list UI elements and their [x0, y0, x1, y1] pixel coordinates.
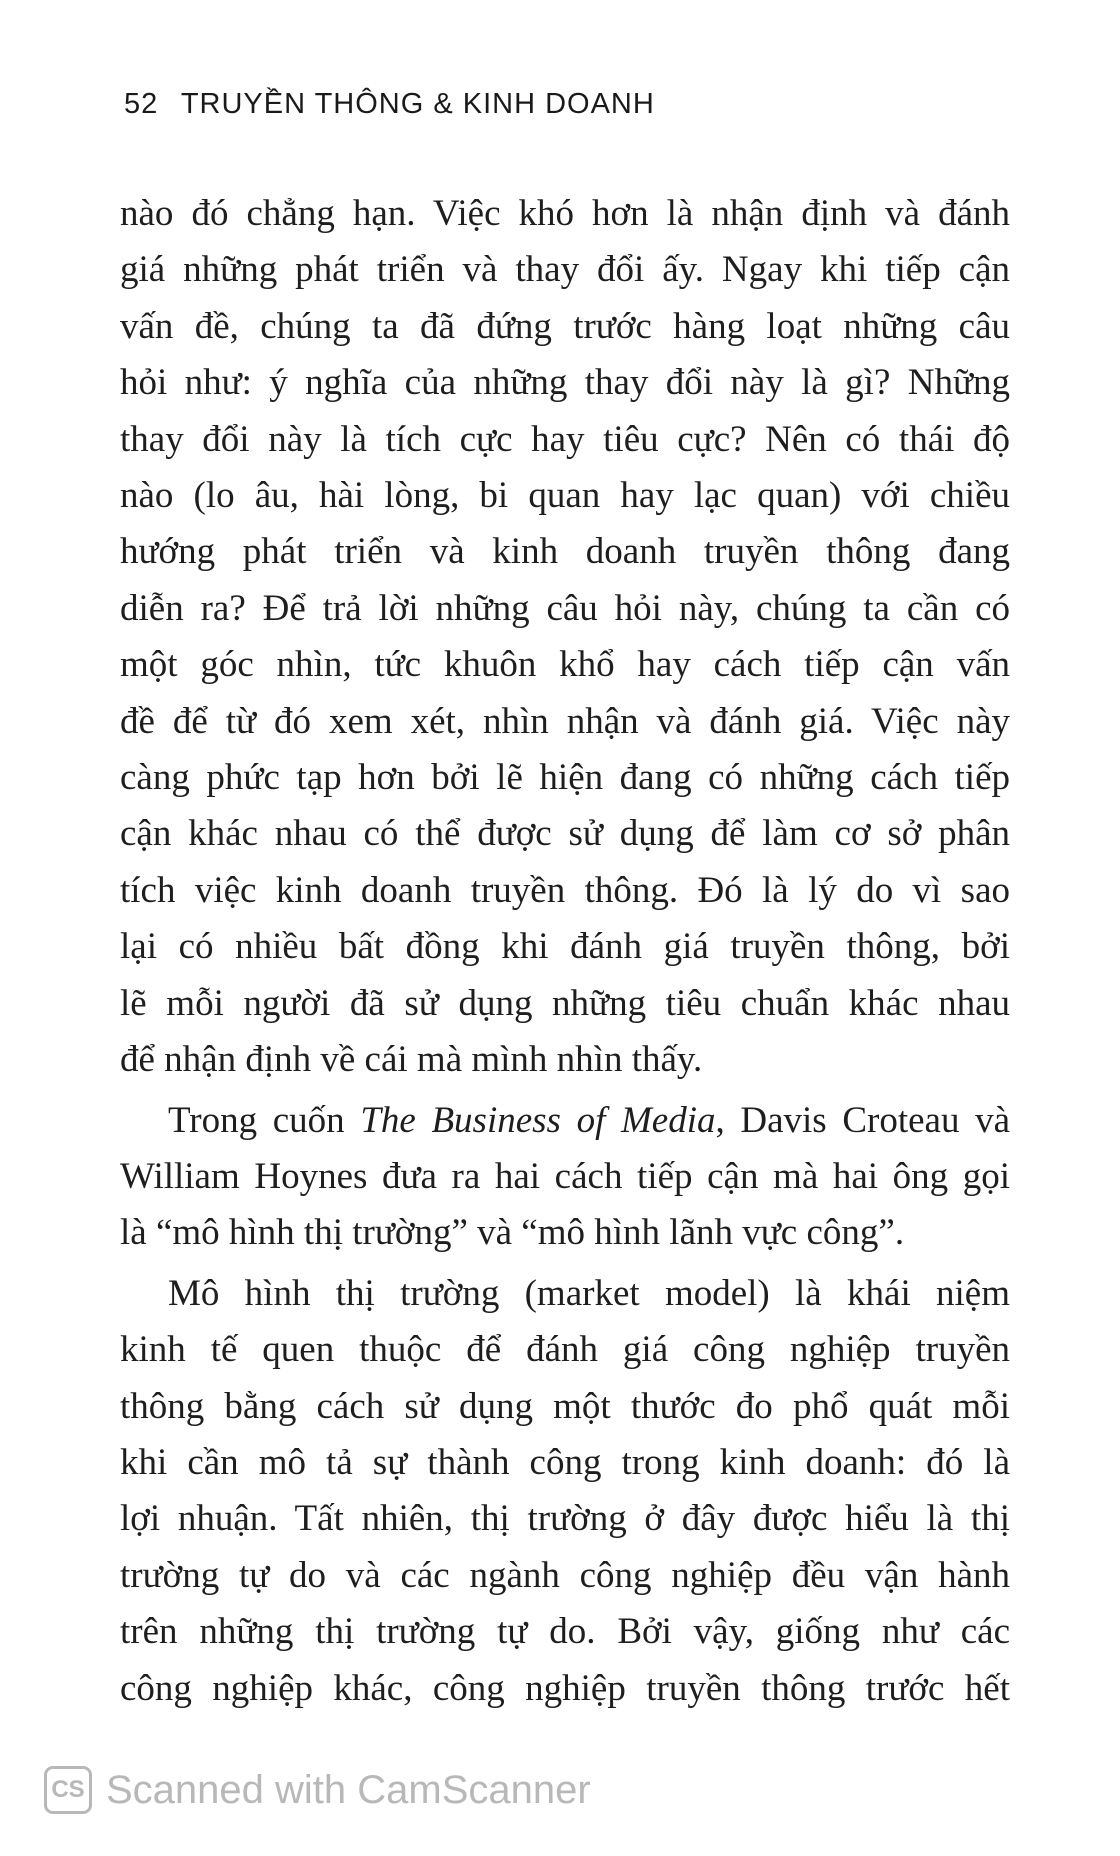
- text-line: để nhận định về cái mà mình nhìn thấy.: [120, 1039, 703, 1081]
- text-line: trên những thị trường tự do. Bởi vậy, giống như các: [120, 1611, 1010, 1653]
- watermark-text: Scanned with CamScanner: [106, 1767, 591, 1812]
- text-line: hỏi như: ý nghĩa của những thay đổi này là gì? Những: [120, 362, 1010, 404]
- text-line: [120, 1093, 1010, 1149]
- text-line: lẽ mỗi người đã sử dụng những tiêu chuẩn khác nhau: [120, 982, 1010, 1024]
- text-line: tích việc kinh doanh truyền thông. Đó là lý do vì sao: [120, 869, 1010, 911]
- text-segment: , Davis Croteau và: [715, 1099, 1010, 1141]
- text-line: diễn ra? Để trả lời những câu hỏi này, chúng ta cần có: [120, 587, 1010, 629]
- text-line: Mô hình thị trường (market model) là khái niệm: [168, 1272, 1010, 1314]
- text-line: công nghiệp khác, công nghiệp truyền thông trước hết: [120, 1667, 1010, 1709]
- running-title: TRUYỀN THÔNG & KINH DOANH: [180, 88, 655, 120]
- page-header: [124, 88, 655, 121]
- page-number: 52: [124, 88, 159, 120]
- text-line: kinh tế quen thuộc để đánh giá công nghiệp truyền: [120, 1329, 1010, 1371]
- text-line: lại có nhiều bất đồng khi đánh giá truyền thông, bởi: [120, 926, 1010, 968]
- text-line: thay đổi này là tích cực hay tiêu cực? Nên có thái độ: [120, 418, 1010, 460]
- text-line: thông bằng cách sử dụng một thước đo phổ quát mỗi: [120, 1385, 1010, 1427]
- paragraph-3: [120, 1266, 1010, 1717]
- camscanner-watermark: [44, 1766, 591, 1814]
- text-segment: Trong cuốn: [168, 1099, 361, 1141]
- text-line: vấn đề, chúng ta đã đứng trước hàng loạt những câu: [120, 305, 1010, 347]
- body-text: [120, 186, 1010, 1717]
- text-line: khi cần mô tả sự thành công trong kinh doanh: đó là: [120, 1441, 1010, 1483]
- text-line: nào đó chẳng hạn. Việc khó hơn là nhận định và đánh: [120, 193, 1010, 234]
- text-line: một góc nhìn, tức khuôn khổ hay cách tiếp cận vấn: [120, 644, 1010, 686]
- text-line: giá những phát triển và thay đổi ấy. Ngay khi tiếp cận: [120, 249, 1010, 291]
- paragraph-2: [120, 1093, 1010, 1262]
- book-title: The Business of Media: [360, 1099, 716, 1141]
- text-line: càng phức tạp hơn bởi lẽ hiện đang có những cách tiếp: [120, 757, 1010, 799]
- text-line: lợi nhuận. Tất nhiên, thị trường ở đây được hiểu là thị: [120, 1498, 1010, 1540]
- text-line: nào (lo âu, hài lòng, bi quan hay lạc quan) với chiều: [120, 475, 1010, 517]
- text-line: đề để từ đó xem xét, nhìn nhận và đánh giá. Việc này: [120, 700, 1010, 742]
- paragraph-1: [120, 186, 1010, 1089]
- text-line: William Hoynes đưa ra hai cách tiếp cận mà hai ông gọi: [120, 1155, 1010, 1197]
- text-line: là “mô hình thị trường” và “mô hình lãnh vực công”.: [120, 1212, 905, 1254]
- text-line: hướng phát triển và kinh doanh truyền thông đang: [120, 531, 1010, 573]
- text-line: trường tự do và các ngành công nghiệp đều vận hành: [120, 1554, 1010, 1596]
- camscanner-logo-icon: CS: [44, 1766, 92, 1814]
- text-line: cận khác nhau có thể được sử dụng để làm cơ sở phân: [120, 813, 1010, 855]
